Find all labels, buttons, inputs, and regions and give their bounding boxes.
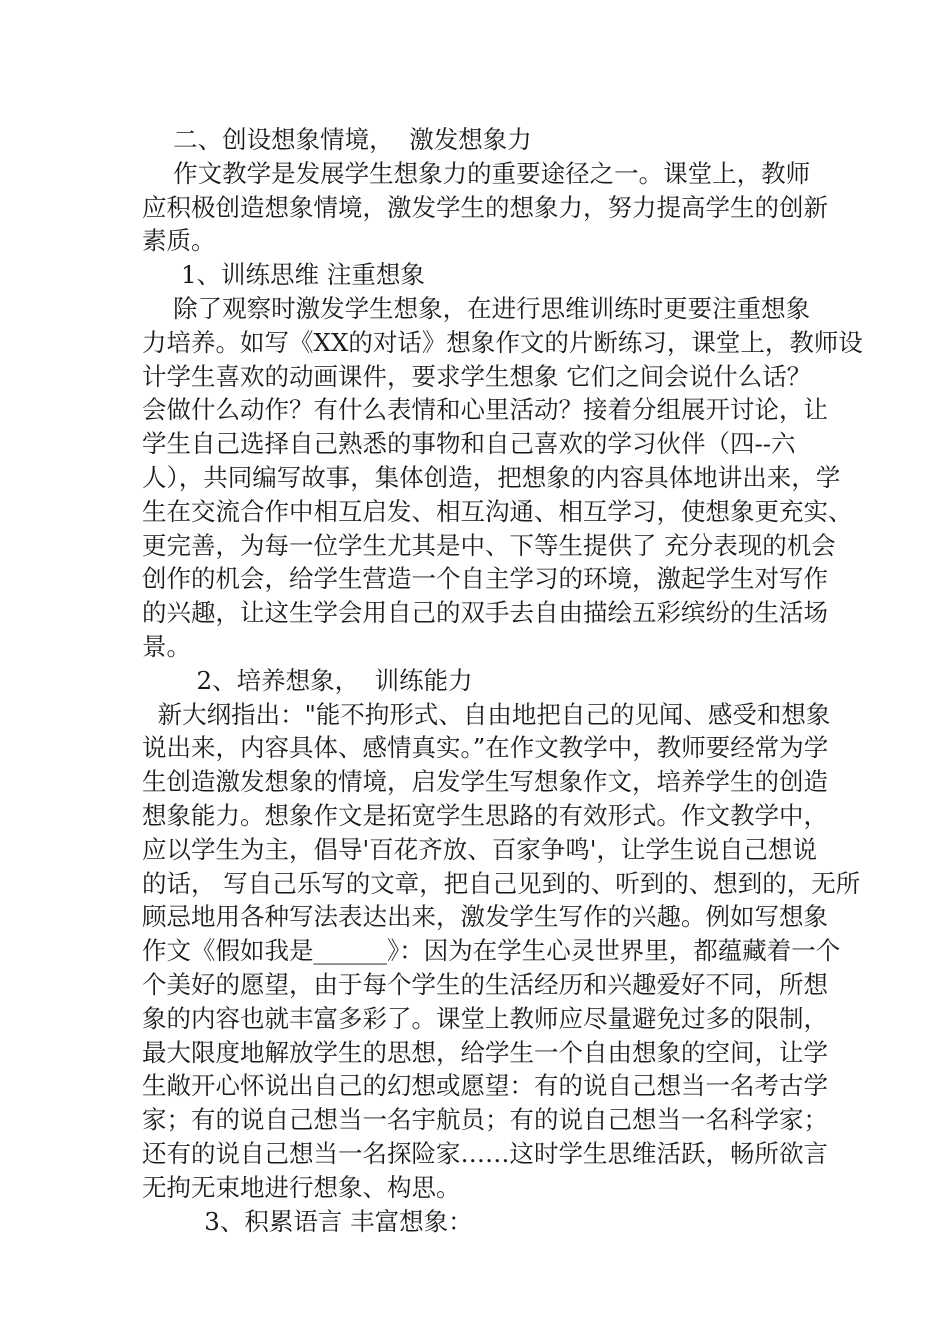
paragraph-line: 象的内容也就丰富多彩了。课堂上教师应尽量避免过多的限制， (142, 1003, 828, 1033)
paragraph-line: 力培养。如写《XX的对话》想象作文的片断练习，课堂上，教师设 (142, 327, 863, 357)
subsection-heading: 2、培养想象， 训练能力 (142, 665, 473, 695)
paragraph-line: 个美好的愿望，由于每个学生的生活经历和兴趣爱好不同，所想 (142, 969, 828, 999)
paragraph-line: 素质。 (142, 226, 216, 256)
paragraph-line: 作文教学是发展学生想象力的重要途径之一。课堂上，教师 (142, 158, 811, 188)
paragraph-line: 的话， 写自己乐写的文章，把自己见到的、听到的、想到的，无所 (142, 868, 861, 898)
section-heading: 二、创设想象情境， 激发想象力 (142, 125, 532, 154)
paragraph-line: 会做什么动作？有什么表情和心里活动？接着分组展开讨论，让 (142, 395, 828, 425)
paragraph-line: 更完善，为每一位学生尤其是中、下等生提供了 充分表现的机会 (142, 530, 836, 560)
paragraph-line: 新大纲指出："能不拘形式、自由地把自己的见闻、感受和想象 (142, 699, 831, 729)
subsection-heading: 3、积累语言 丰富想象： (142, 1206, 473, 1236)
subsection-heading: 1、训练思维 注重想象 (142, 260, 425, 290)
document-body (142, 123, 863, 1238)
paragraph-line: 生在交流合作中相互启发、相互沟通、相互学习，使想象更充实、 (142, 496, 853, 526)
paragraph-line: 生敞开心怀说出自己的幻想或愿望：有的说自己想当一名考古学 (142, 1071, 828, 1101)
paragraph-line: 的兴趣，让这生学会用自己的双手去自由描绘五彩缤纷的生活场 (142, 598, 828, 628)
paragraph-line: 顾忌地用各种写法表达出来，激发学生写作的兴趣。例如写想象 (142, 902, 828, 932)
paragraph-line: 创作的机会，给学生营造一个自主学习的环境，激起学生对写作 (142, 564, 828, 594)
paragraph-line: 应积极创造想象情境，激发学生的想象力，努力提高学生的创新 (142, 192, 828, 222)
paragraph-line: 人），共同编写故事，集体创造，把想象的内容具体地讲出来，学 (142, 462, 841, 492)
paragraph-line: 无拘无束地进行想象、构思。 (142, 1172, 461, 1202)
paragraph-line: 说出来，内容具体、感情真实。”在作文教学中，教师要经常为学 (142, 733, 829, 763)
paragraph-line: 应以学生为主，倡导'百花齐放、百家争鸣'，让学生说自己想说 (142, 834, 817, 864)
paragraph-line: 还有的说自己想当一名探险家……这时学生思维活跃，畅所欲言 (142, 1138, 828, 1168)
paragraph-line: 除了观察时激发学生想象，在进行思维训练时更要注重想象 (142, 293, 811, 323)
paragraph-line: 作文《假如我是______》：因为在学生心灵世界里，都蕴藏着一个 (142, 936, 841, 966)
paragraph-line: 最大限度地解放学生的思想，给学生一个自由想象的空间，让学 (142, 1037, 828, 1067)
paragraph-line: 生创造激发想象的情境，启发学生写想象作文，培养学生的创造 (142, 767, 828, 797)
paragraph-line: 景。 (142, 631, 191, 661)
paragraph-line: 学生自己选择自己熟悉的事物和自己喜欢的学习伙伴（四--六 (142, 429, 796, 459)
paragraph-line: 想象能力。想象作文是拓宽学生思路的有效形式。作文教学中， (142, 800, 828, 830)
paragraph-line: 家；有的说自己想当一名宇航员；有的说自己想当一名科学家； (142, 1105, 828, 1135)
paragraph-line: 计学生喜欢的动画课件，要求学生想象 它们之间会说什么话？ (142, 361, 812, 391)
